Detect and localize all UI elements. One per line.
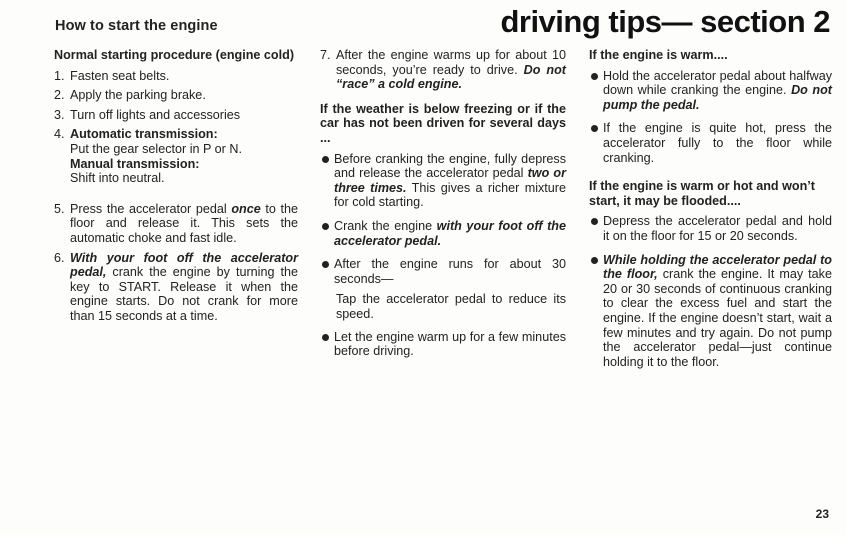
bullet-icon (591, 257, 598, 264)
flooded-engine-bullets (589, 214, 832, 369)
bullet-item: Depress the accelerator pedal and hold it on the floor for 15 or 20 seconds. (589, 214, 832, 243)
start-steps-list (54, 69, 298, 324)
bullet-item: While holding the accelerator pedal to the floor, crank the engine. It may take 20 or 30 seconds of continuous cranking to clear the excess fuel and start the engine. If the engine doesn’t start, wait a few minutes and try again. Do not pump the accelerator pedal—just continue holding it to the floor. (589, 253, 832, 370)
warm-engine-heading: If the engine is warm.... (589, 48, 728, 62)
manual-transmission-label: Manual transmission: (70, 156, 200, 171)
step-4: 4. Automatic transmission: Put the gear selector in P or N. Manual transmission: Shift into neutral. (54, 127, 298, 185)
bullet-item: Crank the engine with your foot off the accelerator pedal. (320, 219, 566, 248)
automatic-transmission-label: Automatic transmission: (70, 127, 218, 142)
cold-weather-heading: If the weather is below freezing or if the car has not been driven for several days ... (320, 101, 566, 145)
bullet-icon (591, 218, 598, 225)
bullet-icon (322, 223, 329, 230)
column-cold-weather (320, 48, 566, 368)
section-banner-title: driving tips— section 2 (500, 4, 830, 39)
step-7: 7. After the engine warms up for about 10 seconds, you’re ready to drive. Do not “race” a cold engine. (320, 48, 566, 92)
automatic-transmission-text: Put the gear selector in P or N. (70, 141, 242, 156)
bullet-icon (322, 334, 329, 341)
bullet-icon (322, 156, 329, 163)
flooded-engine-heading: If the engine is warm or hot and won’t start, it may be flooded.... (589, 179, 815, 208)
section-subheading: How to start the engine (55, 18, 218, 34)
bullet-item: After the engine runs for about 30 seconds— (320, 257, 566, 286)
bullet-item: Let the engine warm up for a few minutes before driving. (320, 330, 566, 359)
manual-transmission-text: Shift into neutral. (70, 171, 165, 186)
step-1: 1. Fasten seat belts. (54, 68, 170, 83)
bullet-item: If the engine is quite hot, press the accelerator fully to the floor while cranking. (589, 121, 832, 165)
step-3: 3. Turn off lights and accessories (54, 107, 241, 122)
page-number: 23 (815, 507, 829, 521)
bullet-item: Before cranking the engine, fully depress and release the accelerator pedal two or three times. This gives a richer mixture for cold starting. (320, 152, 566, 210)
step-6: 6. With your foot off the accelerator pedal, crank the engine by turning the key to START. Release it when the engine starts. Do not crank for more than 15 seconds at a time. (54, 250, 298, 323)
bullet-icon (591, 73, 598, 80)
step-5: 5. Press the accelerator pedal once to the floor and release it. This sets the automatic choke and fast idle. (54, 201, 298, 245)
column-warm-engine (589, 48, 832, 378)
column-normal-start (54, 48, 298, 329)
bullet-icon (322, 261, 329, 268)
normal-start-heading: Normal starting procedure (engine cold) (54, 48, 295, 62)
cold-weather-bullets-2 (320, 330, 566, 359)
cold-weather-bullets (320, 152, 566, 287)
warm-engine-bullets (589, 69, 832, 166)
bullet-icon (591, 125, 598, 132)
continued-steps-list (320, 48, 566, 92)
tap-pedal-note: Tap the accelerator pedal to reduce its speed. (336, 292, 566, 321)
step-2: 2. Apply the parking brake. (54, 88, 206, 103)
bullet-item: Hold the accelerator pedal about halfway down while cranking the engine. Do not pump the pedal. (589, 69, 832, 113)
